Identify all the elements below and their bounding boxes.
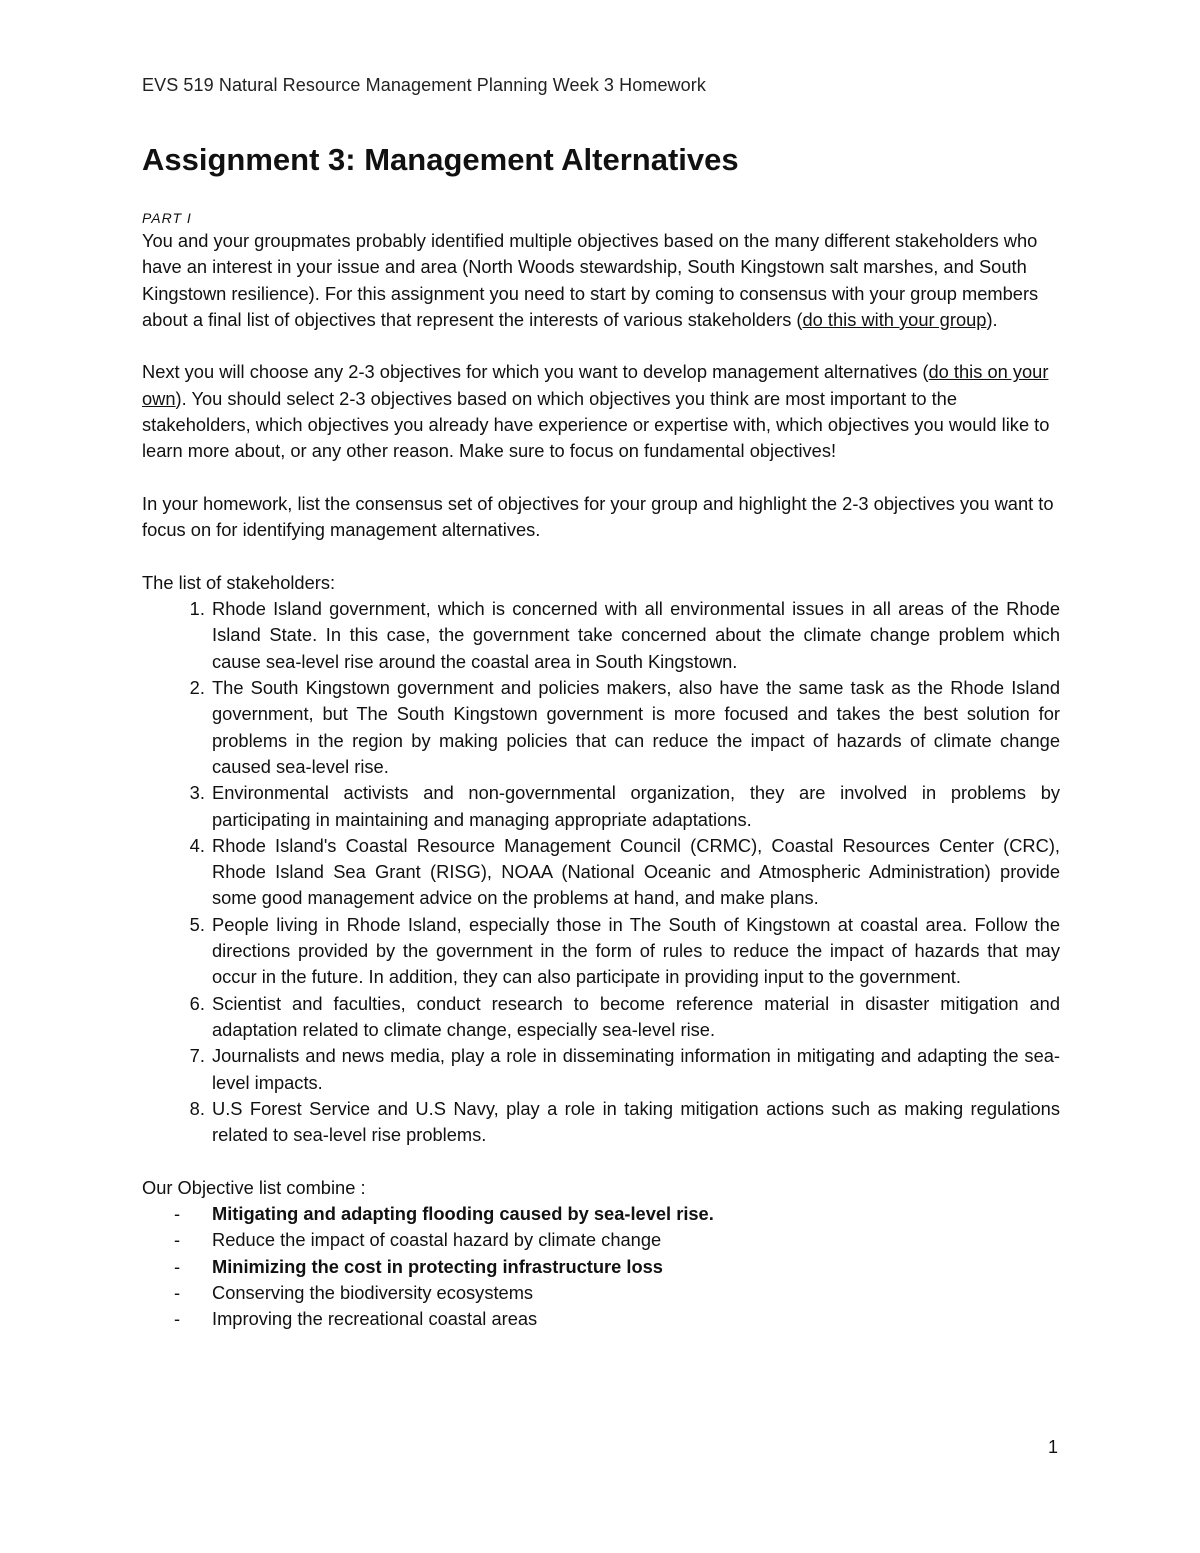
- dash-bullet: -: [174, 1308, 181, 1330]
- choose-underlined: do this on your own: [142, 361, 1049, 409]
- stakeholder-item: 1. Rhode Island government, which is concerned with all environmental issues in all areas of the Rhode Island State. In this case, the government take concerned about the climate change problem which cause sea-level rise around the coastal area in South Kingstown.: [210, 596, 1060, 675]
- objective-item: [142, 1280, 1060, 1306]
- dash-bullet: -: [174, 1202, 181, 1224]
- objective-item-highlighted: [142, 1254, 1060, 1280]
- intro-text-b: ).: [986, 308, 998, 330]
- stakeholders-heading: The list of stakeholders:: [142, 571, 336, 593]
- spacer: [142, 333, 1060, 359]
- homework-paragraph: In your homework, list the consensus set of objectives for your group and highlight the 2-3 objectives you want to focus on for identifying management alternatives.: [142, 492, 1054, 541]
- page-title: Assignment 3: Management Alternatives: [142, 142, 739, 177]
- stakeholder-item: 5. People living in Rhode Island, especially those in The South of Kingstown at coastal area. Follow the directions provided by the government in the form of rules to reduce the impact of hazards that may occur in the future. In addition, they can also participate in providing input to the government.: [210, 912, 1060, 991]
- page-number: 1: [1048, 1437, 1059, 1457]
- document-body: [142, 140, 1060, 1332]
- part-label: PART I: [142, 210, 192, 226]
- stakeholder-item: 3. Environmental activists and non-governmental organization, they are involved in problems by participating in maintaining and managing appropriate adaptations.: [210, 780, 1060, 833]
- stakeholder-item: 6. Scientist and faculties, conduct research to become reference material in disaster mitigation and adaptation related to climate change, especially sea-level rise.: [210, 991, 1060, 1044]
- intro-text-a: You and your groupmates probably identified multiple objectives based on the many different stakeholders who have an interest in your issue and area (North Woods stewardship, South Kingstown salt marshes, and South Kingstown resilience). For this assignment you need to start by coming to consensus with your group members about a final list of objectives that represent the interests of various stakeholders (: [142, 230, 1039, 330]
- spacer: [142, 465, 1060, 491]
- stakeholder-item: 2. The South Kingstown government and policies makers, also have the same task as the Rhode Island government, but The South Kingstown government is more focused and takes the best solution for problems in the region by making policies that can reduce the impact of hazards of climate change caused sea-level rise.: [210, 675, 1060, 780]
- objective-item: [142, 1306, 1060, 1332]
- page-header: EVS 519 Natural Resource Management Planning Week 3 Homework: [142, 75, 706, 95]
- objectives-heading: Our Objective list combine :: [142, 1176, 366, 1198]
- objective-item: [142, 1227, 1060, 1253]
- choose-text-b: ). You should select 2-3 objectives based on which objectives you think are most important to the stakeholders, which objectives you already have experience or expertise with, which objectives you would like to learn more about, or any other reason. Make sure to focus on fundamental objectives!: [142, 387, 1050, 462]
- stakeholder-item: 7. Journalists and news media, play a role in disseminating information in mitigating and adapting the sea-level impacts.: [210, 1043, 1060, 1096]
- stakeholder-item: 8. U.S Forest Service and U.S Navy, play a role in taking mitigation actions such as making regulations related to sea-level rise problems.: [210, 1096, 1060, 1149]
- spacer: [142, 544, 1060, 570]
- dash-bullet: -: [174, 1255, 181, 1277]
- objective-text: Conserving the biodiversity ecosystems: [212, 1281, 534, 1303]
- stakeholder-item: 4. Rhode Island's Coastal Resource Management Council (CRMC), Coastal Resources Center (CRC), Rhode Island Sea Grant (RISG), NOAA (National Oceanic and Atmospheric Administration) provide some good management advice on the problems at hand, and make plans.: [210, 833, 1060, 912]
- objective-list: [142, 1201, 1060, 1332]
- spacer: [142, 1148, 1060, 1174]
- choose-paragraph: [142, 359, 1060, 464]
- dash-bullet: -: [174, 1229, 181, 1251]
- objective-text: Mitigating and adapting flooding caused by sea-level rise.: [212, 1202, 714, 1224]
- intro-paragraph: [142, 228, 1060, 333]
- objective-text: Minimizing the cost in protecting infrastructure loss: [212, 1255, 663, 1277]
- objective-text: Improving the recreational coastal areas: [212, 1308, 538, 1330]
- objective-item-highlighted: [142, 1201, 1060, 1227]
- intro-underlined: do this with your group: [802, 308, 987, 330]
- objective-text: Reduce the impact of coastal hazard by climate change: [212, 1229, 662, 1251]
- choose-text-a: Next you will choose any 2-3 objectives for which you want to develop management alternatives (: [142, 361, 929, 383]
- stakeholder-list: [142, 596, 1060, 1148]
- dash-bullet: -: [174, 1281, 181, 1303]
